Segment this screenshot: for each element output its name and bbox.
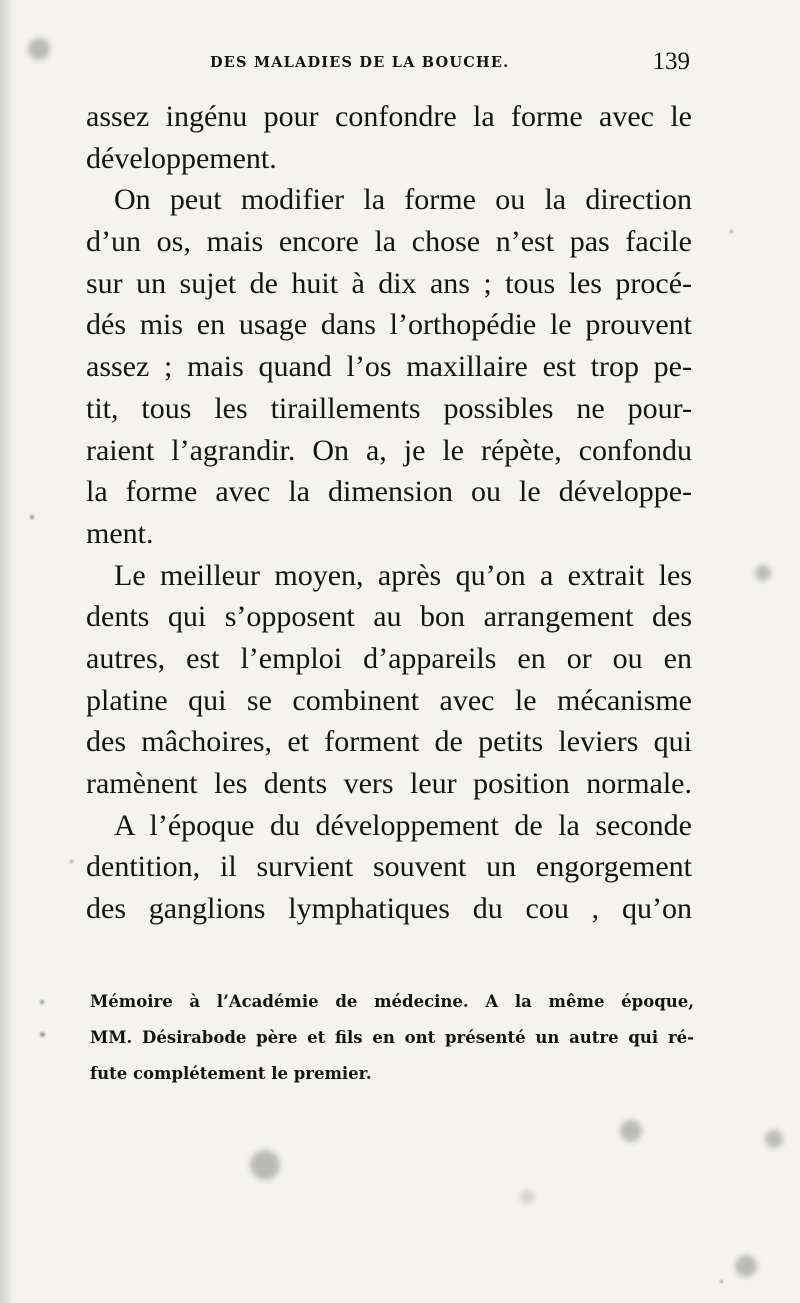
scan-speck [735,1255,757,1277]
text-line: tit, tous les tiraillements possibles ne pour- [86,391,692,425]
scan-speck [730,230,733,233]
scan-speck [40,1032,45,1037]
scan-speck [40,1000,44,1004]
text-line: raient l’agrandir. On a, je le répète, confondu [86,433,692,467]
footnote-line: Mémoire à l’Académie de médecine. A la même époque, [90,992,694,1011]
scan-speck [620,1120,642,1142]
paragraph-start-line: Le meilleur moyen, après qu’on a extrait les [114,558,692,592]
running-title: DES MALADIES DE LA BOUCHE. [210,54,510,71]
footnote-line: MM. Désirabode père et fils en ont présenté un autre qui ré- [90,1028,694,1047]
scan-speck [720,1280,723,1283]
text-line: assez ; mais quand l’os maxillaire est trop pe- [86,350,692,384]
text-line: dents qui s’opposent au bon arrangement des [86,600,692,634]
text-line: assez ingénu pour confondre la forme avec le [86,100,692,133]
text-line: dés mis en usage dans l’orthopédie le prouvent [86,308,692,342]
text-line: d’un os, mais encore la chose n’est pas facile [86,225,692,259]
text-line: platine qui se combinent avec le mécanisme [86,683,692,717]
text-line: sur un sujet de huit à dix ans ; tous les procé- [86,266,692,300]
scan-speck [520,1190,534,1204]
scan-speck [755,565,771,581]
footnote [90,984,694,1092]
scan-speck [765,1130,783,1148]
text-line: développement. [86,141,277,175]
scan-speck [250,1150,280,1180]
text-line: la forme avec la dimension ou le développe- [86,475,692,509]
paragraph-start-line: A l’époque du développement de la seconde [114,808,692,842]
text-line: ramènent les dents vers leur position normale. [86,767,692,800]
footnote-line: fute complétement le premier. [90,1064,372,1083]
text-line: des mâchoires, et forment de petits leviers qui [86,725,692,759]
page-number: 139 [652,48,690,75]
paragraph-start-line: On peut modifier la forme ou la direction [114,183,692,217]
body-text [86,96,692,930]
text-line: ment. [86,516,154,550]
text-line: des ganglions lymphatiques du cou , qu’on [86,892,692,926]
scan-speck [28,38,50,60]
scan-speck [30,515,34,519]
scan-speck [70,860,73,863]
text-line: autres, est l’emploi d’appareils en or ou en [86,641,692,675]
page-header [210,48,690,82]
text-line: dentition, il survient souvent un engorgement [86,850,692,884]
